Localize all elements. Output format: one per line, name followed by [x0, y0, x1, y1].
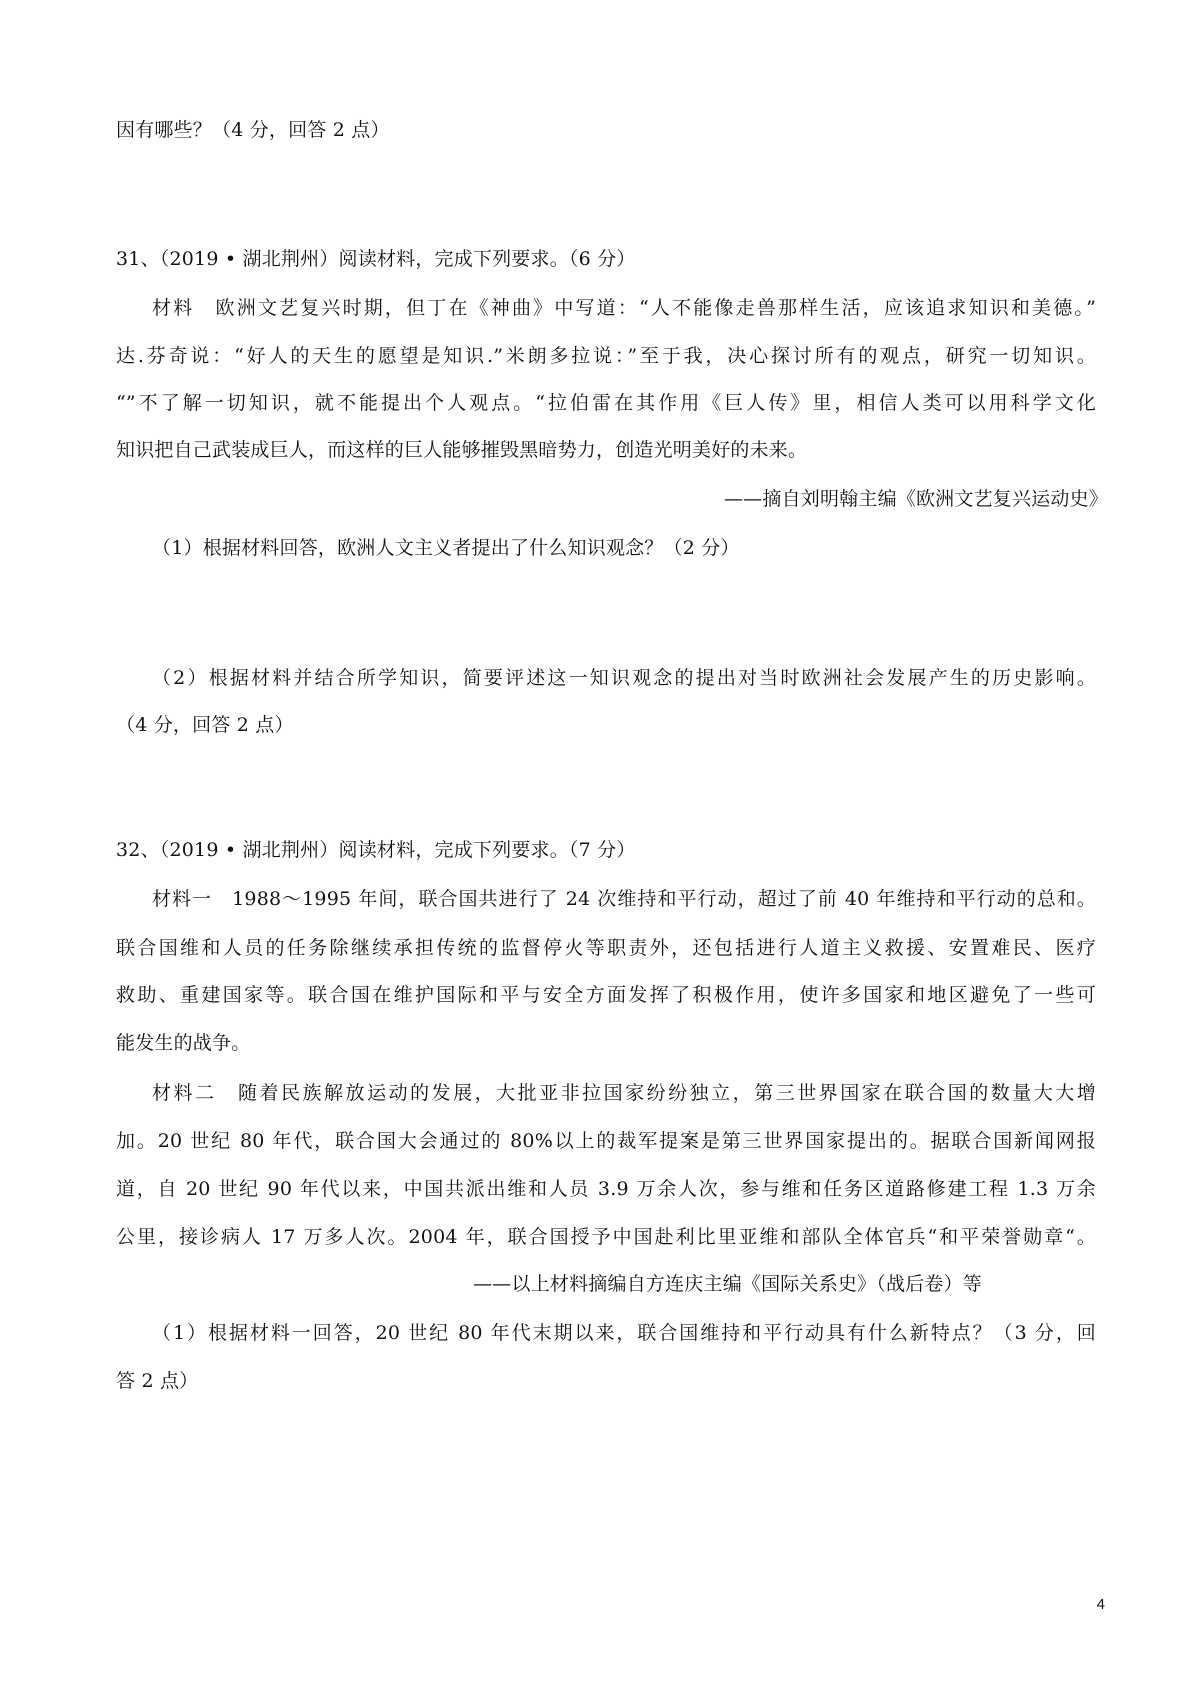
q32-material2-line-4: 公里，接诊病人 17 万多人次。2004 年，联合国授予中国赴利比里亚维和部队全体官兵“和平荣誉勋章“。	[116, 1226, 1096, 1248]
q32-material1-line-2: 联合国维和人员的任务除继续承担传统的监督停火等职责外，还包括进行人道主义救援、安置难民、医疗	[116, 937, 1096, 959]
q32-source: ——以上材料摘编自方连庆主编《国际关系史》（战后卷）等	[473, 1273, 982, 1295]
q31-material-line-2: 达.芬奇说：“好人的天生的愿望是知识.”米朗多拉说：”至于我，决心探讨所有的观点，研究一切知识。	[116, 345, 1096, 367]
q32-question-1-line-2: 答 2 点）	[116, 1370, 199, 1392]
q32-material1-line-4: 能发生的战争。	[116, 1032, 251, 1054]
page-number: 4	[1096, 1596, 1105, 1613]
q32-material1-line-3: 救助、重建国家等。联合国在维护国际和平与安全方面发挥了积极作用，使许多国家和地区避免了一些可	[116, 984, 1096, 1006]
q32-material2-line-2: 加。20 世纪 80 年代，联合国大会通过的 80%以上的裁军提案是第三世界国家提出的。据联合国新闻网报	[116, 1130, 1096, 1152]
q31-material-line-4: 知识把自己武装成巨人，而这样的巨人能够摧毁黑暗势力，创造光明美好的未来。	[116, 439, 808, 461]
previous-question-tail: 因有哪些？（4 分，回答 2 点）	[116, 119, 390, 141]
q32-question-1-line-1: （1）根据材料一回答，20 世纪 80 年代末期以来，联合国维持和平行动具有什么新特点？（3 分，回	[152, 1322, 1096, 1344]
q31-material-line-1: 材料 欧洲文艺复兴时期，但丁在《神曲》中写道：“人不能像走兽那样生活，应该追求知识和美德。”	[152, 297, 1096, 319]
question-32-title: 32、（2019 • 湖北荆州）阅读材料，完成下列要求。（7 分）	[116, 839, 636, 861]
q32-material2-line-3: 道，自 20 世纪 90 年代以来，中国共派出维和人员 3.9 万余人次，参与维和任务区道路修建工程 1.3 万余	[116, 1178, 1096, 1200]
q31-question-1: （1）根据材料回答，欧洲人文主义者提出了什么知识观念？（2 分）	[152, 537, 740, 559]
q32-material1-line-1: 材料一 1988～1995 年间，联合国共进行了 24 次维持和平行动，超过了前 40 年维持和平行动的总和。	[152, 888, 1096, 910]
q31-question-2-line-2: （4 分，回答 2 点）	[116, 714, 294, 736]
q31-source: ——摘自刘明翰主编《欧洲文艺复兴运动史》	[723, 488, 1108, 510]
q31-question-2-line-1: （2）根据材料并结合所学知识，简要评述这一知识观念的提出对当时欧洲社会发展产生的历史影响。	[152, 667, 1096, 689]
q32-material2-line-1: 材料二 随着民族解放运动的发展，大批亚非拉国家纷纷独立，第三世界国家在联合国的数量大大增	[152, 1082, 1096, 1104]
q31-material-line-3: “”不了解一切知识，就不能提出个人观点。“拉伯雷在其作用《巨人传》里，相信人类可以用科学文化	[116, 392, 1096, 414]
question-31-title: 31、（2019 • 湖北荆州）阅读材料，完成下列要求。（6 分）	[116, 248, 636, 270]
